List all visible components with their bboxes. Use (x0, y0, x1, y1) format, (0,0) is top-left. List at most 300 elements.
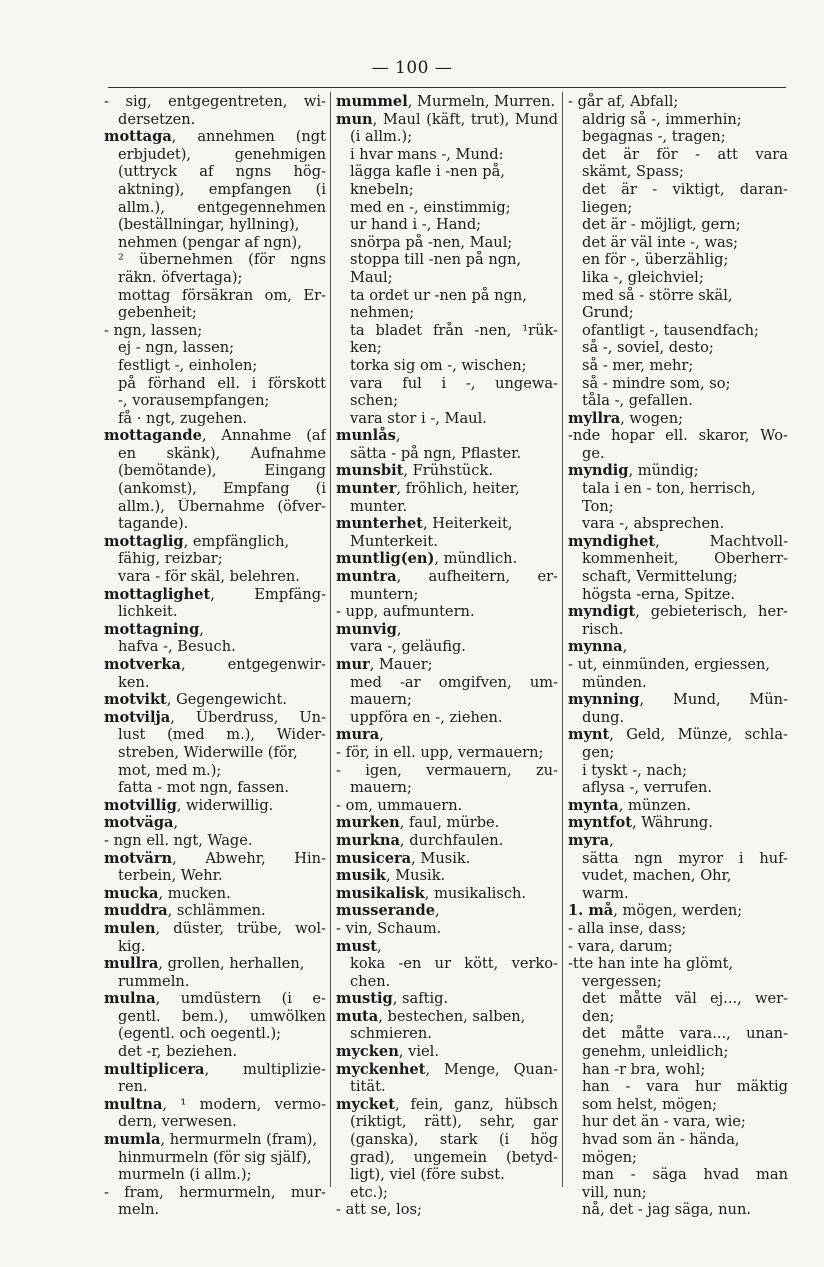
entry-continuation (104, 498, 326, 516)
entry-text: ren. (118, 1078, 148, 1096)
entry-line (568, 902, 788, 920)
entry-text: , saftig. (392, 990, 449, 1008)
entry-text: - för, in ell. upp, vermauern; (336, 743, 544, 761)
entry-continuation (336, 762, 558, 780)
entry-text: kommenheit, Oberherr- (582, 550, 788, 568)
entry-text: terbein, Wehr. (118, 867, 223, 885)
entry-text: , widerwillig. (176, 796, 274, 814)
headword: myntfot (568, 814, 633, 832)
entry-line (336, 938, 558, 956)
entry-continuation (568, 885, 788, 903)
entry-text: , aufheitern, er- (396, 568, 558, 586)
entry-text: den; (582, 1007, 615, 1025)
entry-continuation (336, 1131, 558, 1149)
entry-continuation (104, 251, 326, 269)
entry-line (336, 832, 558, 850)
entry-text: , schlämmen. (167, 902, 266, 920)
headword: mycken (336, 1043, 399, 1061)
entry-text: , Frühstück. (403, 462, 493, 480)
entry-text: , umdüstern (i e- (155, 990, 326, 1008)
entry-text: i tyskt -, nach; (582, 761, 688, 779)
headword: myndighet (568, 532, 656, 550)
headword: munvig (336, 620, 397, 638)
entry-continuation (568, 1201, 788, 1219)
entry-continuation (336, 163, 558, 181)
entry-continuation (568, 445, 788, 463)
entry-continuation (336, 744, 558, 762)
entry-continuation (104, 1184, 326, 1202)
headword: motverka (104, 656, 181, 673)
entry-continuation (568, 938, 788, 956)
entry-text: man - säga hvad man (582, 1166, 788, 1184)
entry-text: , (396, 620, 402, 638)
entry-text: skämt, Spass; (582, 163, 684, 181)
headword: multiplicera (104, 1060, 205, 1078)
entry-continuation (568, 656, 788, 674)
entry-continuation (568, 850, 788, 868)
entry-line (568, 410, 788, 428)
entry-continuation (336, 955, 558, 973)
entry-text: - ut, einmünden, ergiessen, (568, 656, 771, 673)
entry-continuation (336, 1184, 558, 1202)
entry-text: risch. (582, 620, 624, 638)
entry-continuation (568, 146, 788, 164)
entry-line (104, 990, 326, 1008)
entry-continuation (336, 709, 558, 727)
entry-text: få · ngt, zugehen. (118, 409, 248, 427)
entry-continuation (104, 1201, 326, 1219)
entry-text: muntern; (350, 585, 419, 603)
entry-continuation (568, 111, 788, 129)
entry-continuation (568, 973, 788, 991)
entry-line (104, 814, 326, 832)
entry-text: tala i en - ton, herrisch, (582, 480, 756, 498)
entry-continuation (104, 375, 326, 393)
entry-line (104, 902, 326, 920)
entry-continuation (336, 1166, 558, 1184)
entry-continuation (568, 709, 788, 727)
headword: muntlig(en) (336, 550, 435, 568)
entry-text: ej - ngn, lassen; (118, 339, 235, 357)
entry-continuation (568, 674, 788, 692)
entry-continuation (104, 726, 326, 744)
entry-text: , mündig; (628, 462, 699, 480)
entry-text: munter. (350, 497, 408, 515)
entry-text: - alla inse, dass; (568, 919, 687, 937)
entry-text: hur det än - vara, wie; (582, 1113, 746, 1131)
entry-text: gebenheit; (118, 304, 197, 322)
headword: mynt (568, 726, 610, 744)
headword: munter (336, 480, 397, 498)
headword: mucka (104, 884, 159, 902)
entry-text: , Menge, Quan- (425, 1060, 558, 1078)
headword: motväga (104, 814, 174, 832)
entry-continuation (336, 638, 558, 656)
entry-continuation (336, 251, 558, 269)
entry-continuation (336, 1113, 558, 1131)
entry-continuation (336, 498, 558, 516)
entry-continuation (568, 392, 788, 410)
entry-continuation (336, 603, 558, 621)
column-1 (104, 93, 326, 1219)
entry-text: vara ful i -, ungewa- (350, 374, 558, 392)
entry-continuation (104, 445, 326, 463)
entry-continuation (336, 674, 558, 692)
entry-text: genehm, unleidlich; (582, 1043, 729, 1061)
headword: mynning (568, 691, 640, 709)
entry-continuation (568, 1131, 788, 1149)
entry-text: (bemötande), Eingang (118, 462, 326, 480)
entry-line (336, 427, 558, 445)
entry-text: ² übernehmen (för ngns (118, 251, 326, 269)
entry-text: etc.); (350, 1183, 388, 1201)
entry-line (336, 990, 558, 1008)
entry-continuation (336, 445, 558, 463)
entry-continuation (568, 1096, 788, 1114)
entry-text: vara -, geläufig. (350, 638, 466, 656)
headword: mulna (104, 990, 156, 1008)
headword: myra (568, 831, 610, 849)
entry-text: , Heiterkeit, (423, 515, 513, 533)
entry-continuation (104, 973, 326, 991)
entry-continuation (568, 287, 788, 305)
entry-text: , entgegenwir- (180, 656, 326, 673)
headword: 1. må (568, 902, 614, 920)
entry-text: -tte han inte ha glömt, (568, 955, 734, 973)
entry-continuation (568, 93, 788, 111)
entry-text: streben, Widerwille (för, (118, 743, 298, 761)
entry-text: , empfänglich, (183, 532, 290, 550)
entry-line (336, 515, 558, 533)
entry-line (336, 656, 558, 674)
entry-line (336, 621, 558, 639)
entry-continuation (104, 1008, 326, 1026)
entry-continuation (104, 674, 326, 692)
entry-continuation (568, 621, 788, 639)
entry-continuation (336, 322, 558, 340)
entry-continuation (104, 1149, 326, 1167)
entry-continuation (336, 146, 558, 164)
headword: mottagande (104, 427, 202, 445)
entry-text: nehmen (pengar af ngn), (118, 233, 302, 251)
entry-continuation (104, 111, 326, 129)
headword: munsbit (336, 462, 404, 480)
entry-text: grad), ungemein (betyd- (350, 1148, 558, 1166)
entry-text: Grund; (582, 304, 634, 322)
entry-continuation (104, 568, 326, 586)
entry-text: med en -, einstimmig; (350, 198, 511, 216)
entry-text: det måtte vara..., unan- (582, 1025, 788, 1043)
entry-text: på förhand ell. i förskott (118, 374, 326, 392)
entry-continuation (568, 1184, 788, 1202)
headword: musserande (336, 902, 436, 920)
entry-line (568, 691, 788, 709)
entry-line (336, 814, 558, 832)
entry-continuation (104, 762, 326, 780)
entry-text: torka sig om -, wischen; (350, 356, 527, 374)
entry-line (568, 797, 788, 815)
entry-continuation (568, 1078, 788, 1096)
headword: mottaga (104, 128, 172, 146)
entry-text: - upp, aufmuntern. (336, 603, 475, 621)
entry-text: (i allm.); (350, 128, 413, 146)
column-divider-2 (562, 92, 563, 1187)
entry-text: festligt -, einholen; (118, 356, 258, 374)
entry-continuation (104, 779, 326, 797)
entry-text: aldrig så -, immerhin; (582, 110, 742, 128)
entry-text: vara stor i -, Maul. (350, 409, 487, 427)
entry-text: murmeln (i allm.); (118, 1166, 252, 1184)
entry-continuation (104, 163, 326, 181)
headword: munterhet (336, 515, 424, 533)
entry-text: nehmen; (350, 304, 415, 322)
entry-text: det är - möjligt, gern; (582, 216, 741, 234)
entry-text: , Abwehr, Hin- (172, 849, 326, 867)
headword: motvärn (104, 849, 173, 867)
entry-text: , Empfäng- (210, 585, 326, 603)
entry-text: sätta - på ngn, Pflaster. (350, 444, 522, 462)
entry-text: ta bladet från -nen, ¹rük- (350, 321, 558, 339)
entry-continuation (104, 216, 326, 234)
entry-text: mauern; (350, 779, 412, 797)
entry-continuation (568, 867, 788, 885)
entry-text: , (435, 902, 440, 920)
entry-text: koka -en ur kött, verko- (350, 955, 558, 973)
entry-text: , bestechen, salben, (378, 1007, 526, 1025)
entry-line (104, 955, 326, 973)
entry-continuation (568, 304, 788, 322)
entry-continuation (336, 339, 558, 357)
entry-continuation (336, 797, 558, 815)
entry-continuation (568, 1113, 788, 1131)
entry-continuation (568, 1043, 788, 1061)
entry-continuation (568, 955, 788, 973)
column-3 (568, 93, 788, 1219)
entry-continuation (336, 533, 558, 551)
entry-line (104, 691, 326, 709)
headword: mottaglig (104, 532, 184, 550)
entry-text: - sig, entgegentreten, wi- (104, 93, 326, 110)
headword: myckenhet (336, 1060, 426, 1078)
entry-text: lägga kafle i -nen på, (350, 163, 505, 181)
entry-text: , Mauer; (369, 656, 433, 673)
entry-line (336, 93, 558, 111)
entry-text: , münzen. (618, 796, 692, 814)
entry-text: ken. (118, 673, 150, 691)
entry-text: , Annahme (af (201, 427, 326, 445)
entry-text: i hvar mans -, Mund: (350, 145, 504, 163)
entry-text: mottag försäkran om, Er- (118, 286, 326, 304)
entry-text: , (379, 726, 384, 744)
entry-continuation (568, 1149, 788, 1167)
entry-continuation (104, 269, 326, 287)
entry-line (104, 1096, 326, 1114)
headword: myndigt (568, 603, 636, 621)
entry-text: ta ordet ur -nen på ngn, (350, 286, 527, 304)
entry-text: så - mindre som, so; (582, 374, 731, 392)
entry-continuation (104, 181, 326, 199)
entry-text: , annehmen (ngt (171, 128, 326, 146)
headword: myllra (568, 409, 621, 427)
entry-text: - om, ummauern. (336, 796, 463, 814)
entry-text: , ¹ modern, vermo- (162, 1095, 326, 1113)
entry-text: en skänk), Aufnahme (118, 444, 326, 462)
entry-continuation (104, 1078, 326, 1096)
entry-continuation (104, 832, 326, 850)
entry-text: erbjudet), genehmigen (118, 145, 326, 163)
entry-continuation (104, 146, 326, 164)
headword: mura (336, 726, 380, 744)
entry-text: , fein, ganz, hübsch (394, 1095, 558, 1113)
entry-continuation (336, 304, 558, 322)
entry-text: , multiplizie- (204, 1060, 326, 1078)
entry-continuation (104, 638, 326, 656)
entry-continuation (104, 515, 326, 533)
entry-text: , fröhlich, heiter, (396, 480, 520, 498)
headword: mynta (568, 796, 619, 814)
entry-continuation (568, 586, 788, 604)
entry-text: lika -, gleichviel; (582, 268, 704, 286)
entry-continuation (336, 410, 558, 428)
entry-continuation (336, 375, 558, 393)
entry-text: mauern; (350, 691, 412, 709)
entry-text: - fram, hermurmeln, mur- (104, 1183, 326, 1201)
entry-text: fatta - mot ngn, fassen. (118, 779, 290, 797)
entry-continuation (568, 515, 788, 533)
entry-text: , wogen; (620, 409, 684, 427)
entry-text: fähig, reizbar; (118, 550, 223, 568)
headword: mynna (568, 638, 623, 656)
entry-continuation (568, 357, 788, 375)
entry-text: han - vara hur mäktig (582, 1078, 788, 1096)
entry-continuation (568, 1166, 788, 1184)
headword: muddra (104, 902, 168, 920)
entry-continuation (336, 269, 558, 287)
entry-text: liegen; (582, 198, 633, 216)
entry-text: , faul, mürbe. (399, 814, 500, 832)
entry-text: , Musik. (411, 849, 471, 867)
entry-text: , (377, 937, 382, 955)
entry-line (104, 1131, 326, 1149)
entry-continuation (336, 586, 558, 604)
entry-line (104, 850, 326, 868)
column-divider-1 (330, 92, 331, 1187)
entry-text: hafva -, Besuch. (118, 638, 236, 656)
header-rule (108, 87, 786, 88)
entry-text: , (609, 831, 614, 849)
entry-continuation (336, 199, 558, 217)
entry-continuation (568, 498, 788, 516)
headword: murken (336, 814, 400, 832)
entry-text: -, vorausempfangen; (118, 392, 270, 410)
headword: motvikt (104, 691, 167, 709)
entry-text: , viel. (398, 1043, 439, 1061)
entry-line (568, 726, 788, 744)
headword: muntra (336, 568, 397, 586)
entry-text: meln. (118, 1201, 160, 1219)
entry-continuation (104, 357, 326, 375)
entry-text: , mögen, werden; (613, 902, 743, 920)
entry-continuation (104, 480, 326, 498)
entry-text: rummeln. (118, 972, 190, 990)
entry-text: Maul; (350, 268, 393, 286)
headword: musicera (336, 849, 412, 867)
entry-text: så - mer, mehr; (582, 356, 694, 374)
entry-continuation (568, 568, 788, 586)
entry-text: , grollen, herhallen, (158, 955, 305, 973)
entry-text: lichkeit. (118, 603, 178, 621)
headword: motvilja (104, 708, 171, 726)
entry-text: gentl. bem.), umwölken (118, 1007, 326, 1025)
entry-text: det måtte väl ej..., wer- (582, 990, 788, 1008)
entry-continuation (568, 550, 788, 568)
entry-line (568, 603, 788, 621)
entry-text: - att se, los; (336, 1201, 422, 1219)
entry-text: sätta ngn myror i huf- (582, 849, 788, 867)
entry-text: det är väl inte -, was; (582, 233, 739, 251)
entry-text: det är för - att vara (582, 145, 788, 163)
entry-text: dern, verwesen. (118, 1113, 237, 1131)
column-2 (336, 93, 558, 1219)
entry-text: han -r bra, wohl; (582, 1060, 706, 1078)
entry-line (104, 427, 326, 445)
entry-text: nå, det - jag säga, nun. (582, 1201, 751, 1219)
entry-line (336, 550, 558, 568)
entry-text: vergessen; (582, 972, 662, 990)
entry-continuation (336, 1149, 558, 1167)
entry-line (336, 1096, 558, 1114)
entry-continuation (568, 269, 788, 287)
entry-continuation (336, 973, 558, 991)
entry-text: , (395, 427, 401, 445)
entry-text: ligt), viel (före subst. (350, 1166, 505, 1184)
entry-continuation (336, 128, 558, 146)
entry-continuation (568, 375, 788, 393)
entry-continuation (336, 181, 558, 199)
entry-continuation (104, 392, 326, 410)
entry-continuation (336, 216, 558, 234)
entry-line (568, 814, 788, 832)
entry-text: - igen, vermauern, zu- (336, 761, 558, 779)
entry-continuation (104, 603, 326, 621)
entry-text: , hermurmeln (fram), (160, 1131, 318, 1149)
entry-text: det -r, beziehen. (118, 1043, 238, 1061)
entry-text: , Gegengewicht. (166, 691, 287, 709)
entry-text: hinmurmeln (för sig själf), (118, 1148, 312, 1166)
entry-text: med -ar omgifven, um- (350, 673, 558, 691)
entry-line (568, 832, 788, 850)
entry-text: , gebieterisch, her- (635, 603, 788, 621)
entry-text: - vin, Schaum. (336, 919, 442, 937)
entry-continuation (568, 322, 788, 340)
entry-text: schaft, Vermittelung; (582, 568, 738, 586)
entry-text: en för -, überzählig; (582, 251, 729, 269)
entry-text: så -, soviel, desto; (582, 339, 714, 357)
entry-continuation (336, 392, 558, 410)
entry-line (336, 568, 558, 586)
entry-continuation (336, 1078, 558, 1096)
entry-text: , Murmeln, Murren. (407, 93, 556, 110)
entry-text: (ganska), stark (i hög (350, 1131, 558, 1149)
entry-text: - ngn, lassen; (104, 321, 203, 339)
entry-continuation (104, 938, 326, 956)
entry-continuation (336, 357, 558, 375)
entry-text: , Machtvoll- (655, 532, 788, 550)
entry-continuation (568, 1008, 788, 1026)
entry-text: , musikalisch. (424, 884, 527, 902)
entry-line (104, 920, 326, 938)
entry-line (104, 797, 326, 815)
